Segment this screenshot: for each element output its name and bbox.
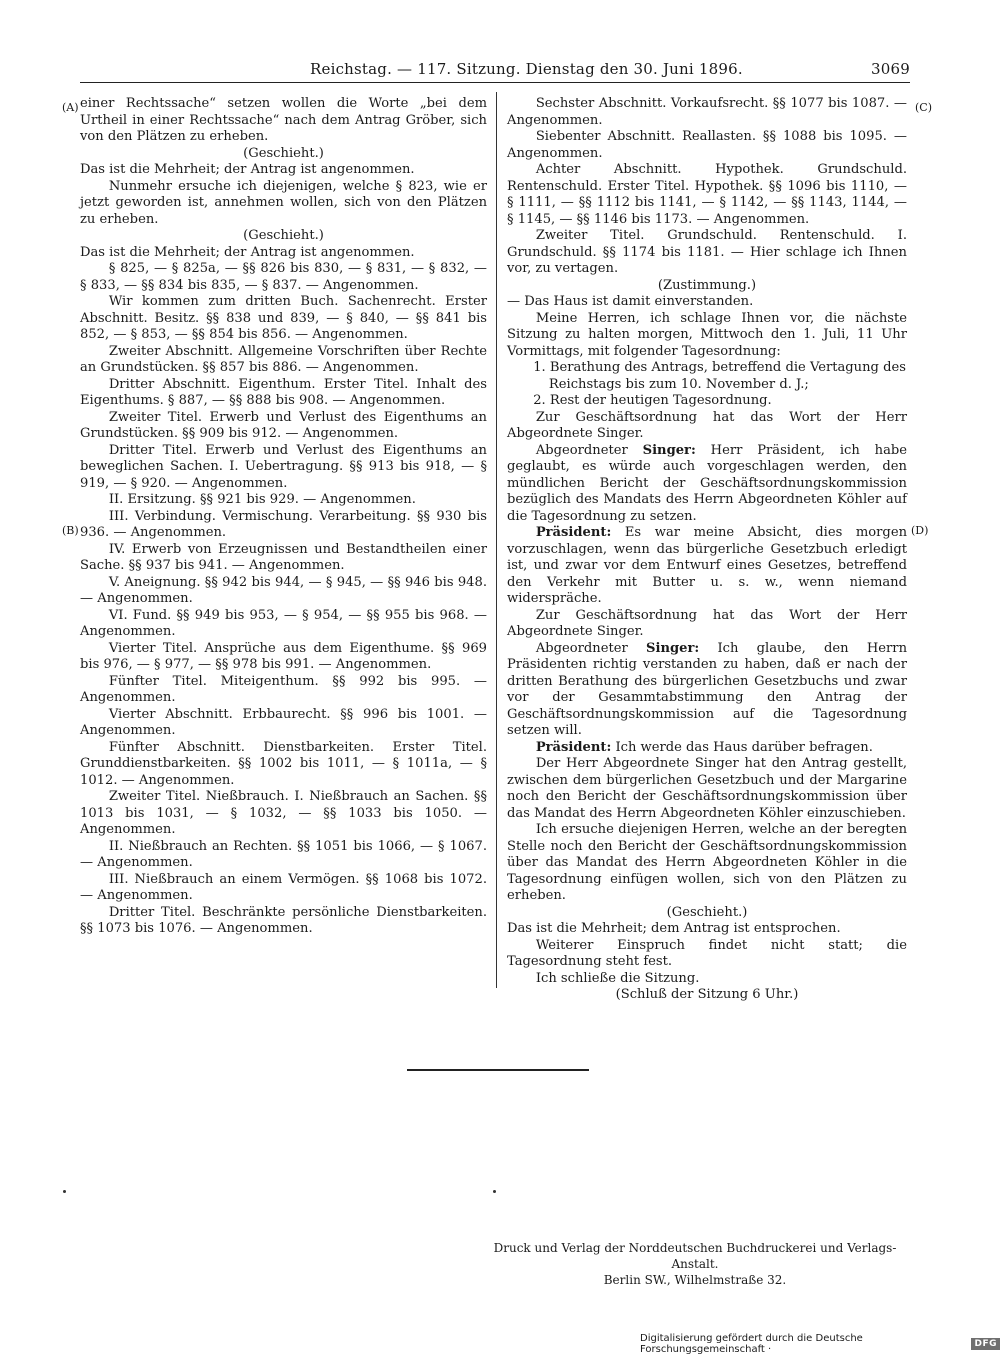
right-paragraph: Abgeordneter Singer: Ich glaube, den Herrn Präsidenten richtig verstanden zu haben, daß er nach der dritten Berathung des bürgerlichen Gesetzbuchs und zwar vor der Gesammtabstimmung den Antrag der Geschäftsordnungskommission auf die Tagesordnung setzen will. <box>507 640 907 738</box>
left-paragraph: einer Rechtssache“ setzen wollen die Worte „bei dem Urtheil in einer Rechtssache“ nach dem Antrag Gröber, sich von den Plätzen zu erheben. <box>80 96 487 144</box>
right-paragraph: 2. Rest der heutigen Tagesordnung. <box>533 393 772 408</box>
left-paragraph: II. Ersitzung. §§ 921 bis 929. — Angenommen. <box>108 492 416 507</box>
left-paragraph: (Geschieht.) <box>243 228 324 243</box>
header-rule <box>80 82 910 83</box>
column-divider <box>496 92 497 988</box>
left-paragraph: (Geschieht.) <box>243 145 324 161</box>
right-paragraph: Zweiter Titel. Grundschuld. Rentenschuld. I. Grundschuld. §§ 1174 bis 1181. — Hier schlage ich Ihnen vor, zu vertagen. <box>507 228 907 276</box>
left-paragraph: Das ist die Mehrheit; der Antrag ist angenommen. <box>80 244 415 260</box>
right-paragraph: Sechster Abschnitt. Vorkaufsrecht. §§ 1077 bis 1087. — Angenommen. <box>507 96 907 128</box>
right-paragraph: — Das Haus ist damit einverstanden. <box>507 294 754 309</box>
right-paragraph: Präsident: Ich werde das Haus darüber befragen. <box>535 739 873 755</box>
left-paragraph: III. Verbindung. Vermischung. Verarbeitung. §§ 930 bis 936. — Angenommen. <box>80 508 487 540</box>
footer-text: Digitalisierung gefördert durch die Deutsche Forschungsgemeinschaft · <box>640 1333 863 1355</box>
left-column <box>80 96 487 938</box>
left-paragraph: Das ist die Mehrheit; der Antrag ist angenommen. <box>80 162 415 177</box>
speaker-label: Singer: <box>646 640 700 656</box>
margin-mark-d: (D) <box>911 524 929 537</box>
left-paragraph: Fünfter Titel. Miteigenthum. §§ 992 bis 995. — Angenommen. <box>80 673 487 705</box>
right-paragraph: (Geschieht.) <box>666 904 748 920</box>
margin-mark-c: (C) <box>915 101 932 114</box>
left-paragraph: Dritter Titel. Erwerb und Verlust des Eigenthums an beweglichen Sachen. I. Uebertragung. §§ 913 bis 918, — § 919, — § 920. — Angenommen. <box>80 442 487 491</box>
margin-mark-b: (B) <box>62 524 79 537</box>
dfg-logo: DFG <box>971 1338 1000 1350</box>
speck <box>63 1190 66 1193</box>
left-paragraph: V. Aneignung. §§ 942 bis 944, — § 945, — §§ 946 bis 948. — Angenommen. <box>80 574 487 606</box>
end-rule <box>407 1069 589 1071</box>
right-paragraph: (Schluß der Sitzung 6 Uhr.) <box>615 987 799 1002</box>
right-paragraph: Zur Geschäftsordnung hat das Wort der Herr Abgeordnete Singer. <box>507 409 907 441</box>
left-paragraph: Zweiter Abschnitt. Allgemeine Vorschriften über Rechte an Grundstücken. §§ 857 bis 886. — Angenommen. <box>80 343 487 375</box>
imprint-line-2: Berlin SW., Wilhelmstraße 32. <box>603 1273 787 1287</box>
right-paragraph: Präsident: Es war meine Absicht, dies morgen vorzuschlagen, wenn das bürgerliche Gesetzbuch erledigt ist, und zwar vor dem Entwurf eines Gesetzes, betreffend den Verkehr mit Butter u. s. w., wenn niemand widerspräche. <box>507 525 907 606</box>
right-paragraph: Achter Abschnitt. Hypothek. Grundschuld. Rentenschuld. Erster Titel. Hypothek. §§ 1096 bis 1110, — § 1111, — §§ 1112 bis 1141, — § 1142, — §§ 1143, 1144, — § 1145, — §§ 1146 bis 1173. — Angenommen. <box>507 162 907 227</box>
left-paragraph: Zweiter Titel. Nießbrauch. I. Nießbrauch an Sachen. §§ 1013 bis 1031, — § 1032, — §§ 1033 bis 1050. — Angenommen. <box>80 789 487 837</box>
right-paragraph: Das ist die Mehrheit; dem Antrag ist entsprochen. <box>507 921 841 936</box>
right-paragraph: Siebenter Abschnitt. Reallasten. §§ 1088 bis 1095. — Angenommen. <box>507 129 907 161</box>
speaker-label: Präsident: <box>535 525 612 540</box>
left-paragraph: IV. Erwerb von Erzeugnissen und Bestandtheilen einer Sache. §§ 937 bis 941. — Angenommen. <box>80 541 487 573</box>
left-paragraph: Vierter Abschnitt. Erbbaurecht. §§ 996 bis 1001. — Angenommen. <box>80 706 487 738</box>
right-paragraph: Ich ersuche diejenigen Herren, welche an der beregten Stelle noch den Bericht der Geschäftsordnungskommission über das Mandat des Herrn Abgeordneten Köhler in die Tagesordnung einfügen wollen, sich von den Plätzen zu erheben. <box>507 822 907 903</box>
left-paragraph: Vierter Titel. Ansprüche aus dem Eigenthume. §§ 969 bis 976, — § 977, — §§ 978 bis 991. — Angenommen. <box>80 640 487 672</box>
left-paragraph: VI. Fund. §§ 949 bis 953, — § 954, — §§ 955 bis 968. — Angenommen. <box>80 607 487 639</box>
running-header <box>310 60 910 82</box>
speaker-label: Singer: <box>642 442 696 458</box>
left-paragraph: Nunmehr ersuche ich diejenigen, welche § 823, wie er jetzt geworden ist, annehmen wollen, sich von den Plätzen zu erheben. <box>80 178 487 227</box>
right-paragraph: (Zustimmung.) <box>657 277 757 293</box>
imprint-line-1: Druck und Verlag der Norddeutschen Buchdruckerei und Verlags-Anstalt. <box>493 1241 897 1271</box>
speck <box>493 1190 496 1193</box>
digitization-footer <box>640 1333 1000 1355</box>
right-paragraph: Zur Geschäftsordnung hat das Wort der Herr Abgeordnete Singer. <box>507 607 907 639</box>
right-paragraph: Der Herr Abgeordnete Singer hat den Antrag gestellt, zwischen dem bürgerlichen Gesetzbuch und der Margarine noch den Bericht der Geschäftsordnungskommission über das Mandat des Herrn Abgeordneten Köhler einzuschieben. <box>507 756 907 821</box>
speaker-label: Präsident: <box>535 739 612 755</box>
left-paragraph: § 825, — § 825a, — §§ 826 bis 830, — § 831, — § 832, — § 833, — §§ 834 bis 835, — § 837. — Angenommen. <box>80 261 487 293</box>
left-paragraph: Dritter Titel. Beschränkte persönliche Dienstbarkeiten. §§ 1073 bis 1076. — Angenommen. <box>80 904 487 936</box>
left-paragraph: II. Nießbrauch an Rechten. §§ 1051 bis 1066, — § 1067. — Angenommen. <box>80 838 487 870</box>
right-paragraph: Weiterer Einspruch findet nicht statt; die Tagesordnung steht fest. <box>507 937 907 969</box>
page-number: 3069 <box>871 60 910 78</box>
imprint <box>480 1240 910 1288</box>
left-paragraph: Zweiter Titel. Erwerb und Verlust des Eigenthums an Grundstücken. §§ 909 bis 912. — Angenommen. <box>80 409 487 441</box>
right-paragraph: 1. Berathung des Antrags, betreffend die Vertagung des Reichstags bis zum 10. November d. J.; <box>533 360 906 392</box>
right-column <box>507 96 907 1004</box>
margin-mark-a: (A) <box>62 101 79 114</box>
right-paragraph: Abgeordneter Singer: Herr Präsident, ich habe geglaubt, es würde auch vorgeschlagen werden, den mündlichen Bericht der Geschäftsordnungskommission bezüglich des Mandats des Herrn Abgeordneten Köhler auf die Tagesordnung zu setzen. <box>507 442 908 524</box>
left-paragraph: Dritter Abschnitt. Eigenthum. Erster Titel. Inhalt des Eigenthums. § 887, — §§ 888 bis 908. — Angenommen. <box>80 376 487 408</box>
left-paragraph: Fünfter Abschnitt. Dienstbarkeiten. Erster Titel. Grunddienstbarkeiten. §§ 1002 bis 1011, — § 1011a, — § 1012. — Angenommen. <box>80 739 487 788</box>
right-paragraph: Ich schließe die Sitzung. <box>535 970 700 986</box>
left-paragraph: Wir kommen zum dritten Buch. Sachenrecht. Erster Abschnitt. Besitz. §§ 838 und 839, — § 840, — §§ 841 bis 852, — § 853, — §§ 854 bis 856. — Angenommen. <box>80 294 487 342</box>
right-paragraph: Meine Herren, ich schlage Ihnen vor, die nächste Sitzung zu halten morgen, Mittwoch den 1. Juli, 11 Uhr Vormittags, mit folgender Tagesordnung: <box>507 310 907 359</box>
running-title: Reichstag. — 117. Sitzung. Dienstag den 30. Juni 1896. <box>310 60 743 78</box>
left-paragraph: III. Nießbrauch an einem Vermögen. §§ 1068 bis 1072. — Angenommen. <box>80 871 487 903</box>
